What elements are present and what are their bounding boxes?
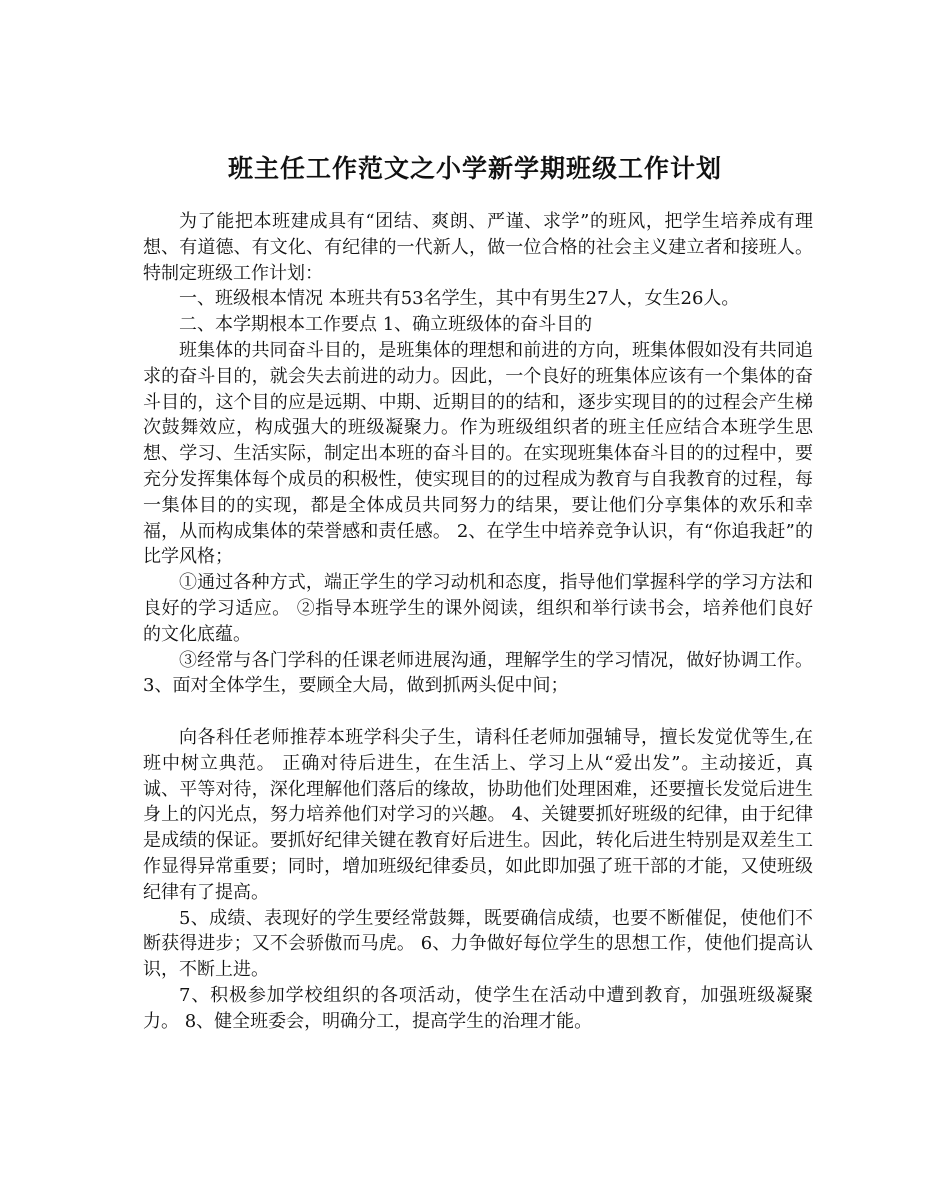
- paragraph-intro: 为了能把本班建成具有“团结、爽朗、严谨、求学”的班风，把学生培养成有理想、有道德、有文化、有纪律的一代新人，做一位合格的社会主义建立者和接班人。特制定班级工作计划：: [143, 211, 813, 284]
- paragraph-teacher-communication: ③经常与各门学科的任课老师进展沟通，理解学生的学习情况，做好协调工作。 3、面对全体学生，要顾全大局，做到抓两头促中间；: [143, 649, 813, 697]
- paragraph-activities: 7、积极参加学校组织的各项活动，使学生在活动中遭到教育，加强班级凝聚力。 8、健全班委会，明确分工，提高学生的治理才能。: [143, 984, 813, 1032]
- paragraph-encouragement: 5、成绩、表现好的学生要经常鼓舞，既要确信成绩，也要不断催促，使他们不断获得进步；又不会骄傲而马虎。 6、力争做好每位学生的思想工作，使他们提高认识，不断上进。: [143, 907, 813, 981]
- paragraph-student-guidance: 向各科任老师推荐本班学科尖子生，请科任老师加强辅导，擅长发觉优等生,在班中树立典范。 正确对待后进生，在生活上、学习上从“爱出发”。主动接近，真诚、平等对待，深化理解他们落后的缘故，协助他们处理困难，还要擅长发觉后进生身上的闪光点，努力培养他们对学习的兴趣。 4、关键要抓好班级的纪律，由于纪律是成绩的保证。要抓好纪律关键在教育好后进生。因此，转化后进生特别是双差生工作显得异常重要；同时，增加班级纪律委员，如此即加强了班干部的才能，又使班级纪律有了提高。: [143, 726, 813, 903]
- paragraph-class-situation: 一、班级根本情况 本班共有53名学生，其中有男生27人，女生26人。: [179, 288, 740, 310]
- paragraph-work-points: 二、本学期根本工作要点 1、确立班级体的奋斗目的: [179, 314, 593, 336]
- document-body: [143, 209, 813, 1035]
- paragraph-study-method: ①通过各种方式，端正学生的学习动机和态度，指导他们掌握科学的学习方法和良好的学习适应。 ②指导本班学生的课外阅读，组织和举行读书会，培养他们良好的文化底蕴。: [143, 572, 813, 645]
- paragraph-class-goal: 班集体的共同奋斗目的，是班集体的理想和前进的方向，班集体假如没有共同追求的奋斗目的，就会失去前进的动力。因此，一个良好的班集体应该有一个集体的奋斗目的，这个目的应是远期、中期、近期目的的结和，逐步实现目的的过程会产生梯次鼓舞效应，构成强大的班级凝聚力。作为班级组织者的班主任应结合本班学生思想、学习、生活实际，制定出本班的奋斗目的。在实现班集体奋斗目的的过程中，要充分发挥集体每个成员的积极性，使实现目的的过程成为教育与自我教育的过程，每一集体目的的实现，都是全体成员共同努力的结果，要让他们分享集体的欢乐和幸福，从而构成集体的荣誉感和责任感。 2、在学生中培养竞争认识，有“你追我赶”的比学风格；: [143, 339, 813, 568]
- document-title: 班主任工作范文之小学新学期班级工作计划: [227, 153, 722, 183]
